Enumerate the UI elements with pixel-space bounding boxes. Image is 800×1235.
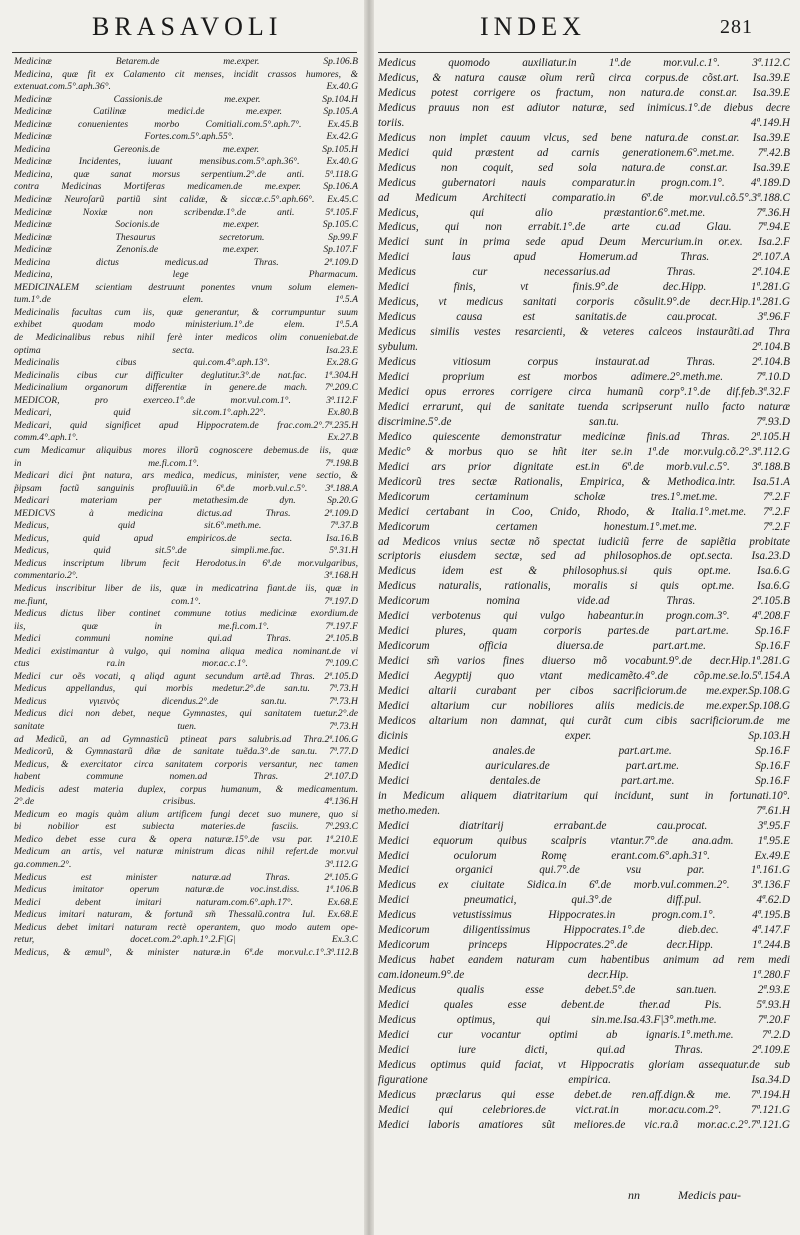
index-entry-line: Medici altarium cur nobiliores aliis medicis.de me.exper.Sp.108.G [378, 699, 790, 712]
index-entry-line: Medici sunt in prima sede apud Deum Mercurium.in or.ex. Isa.2.F [378, 236, 790, 249]
index-entry-line: Medici auriculares.de part.art.me. Sp.16.F [378, 759, 790, 772]
index-entry-line: bi nobilior est subiecta materies.de fasciis. 7ª.293.C [14, 821, 358, 833]
index-entry-line: Medicari, quid significet apud Hippocratem.de frac.com.2°.7ª.235.H [14, 419, 358, 431]
index-entry-line: cam.idoneum.9°.de decr.Hip. 1ª.280.F [378, 969, 790, 982]
index-entry-line: Medicinæ Socionis.de me.exper. Sp.105.C [14, 219, 358, 231]
index-entry-line: Medicus imitari naturam, & fortunã sm̃ Thessalũ.contra Iul. Ex.68.E [14, 909, 358, 921]
index-entry-line: Medicus, quid sit.6°.meth.me. 7ª.37.B [14, 520, 358, 532]
index-entry-line: Medici finis, vt finis.9°.de dec.Hipp. 1ª.281.G [378, 281, 790, 294]
index-entry-line: Medicus dici non debet, neque Gymnastes, qui sanitatem tuetur.2°.de [14, 708, 358, 720]
index-entry-line: Medici pneumatici, qui.3°.de diff.pul. 4ª.62.D [378, 894, 790, 907]
index-entry-line: Medicum an artis, vel naturæ ministrum dicas nihil refert.de mor.vul [14, 846, 358, 858]
index-entry-line: tum.1°.de elem. 1ª.5.A [14, 294, 358, 306]
index-entry-line: Medicus quomodo auxiliatur.in 1ª.de mor.vul.c.1°. 3ª.112.C [378, 57, 790, 69]
index-entry-line: exhibet quodam modo ministerium.1°.de elem. 1ª.5.A [14, 319, 358, 331]
index-entry-line: MEDICOR, pro exerceo.1°.de mor.vul.com.1°. 3ª.112.F [14, 394, 358, 406]
index-entry-line: Medicus, vt medicus sanitati corporis cõsulit.9°.de decr.Hip.1ª.281.G [378, 296, 790, 309]
index-entry-line: Medicos altarium non damnat, qui curãt cum cibis sacrificiorum.de me [378, 714, 790, 727]
index-entry-line: Medicinæ Cassionis.de me.exper. Sp.104.H [14, 93, 358, 105]
index-entry-line: Medicorum certamen honestum.1°.met.me. 7ª.2.F [378, 520, 790, 533]
index-entry-line: comm.4°.aph.1°. Ex.27.B [14, 432, 358, 444]
index-entry-line: Medici laus apud Homerum.ad Thras. 2ª.107.A [378, 251, 790, 264]
index-entry-line: Medicus, & exercitator circa sanitatem corporis versantur, nec tamen [14, 758, 358, 770]
index-entry-line: Medicus, & natura causæ oĩum rerũ circa corpus.de cõst.art. Isa.39.E [378, 71, 790, 84]
index-entry-line: Medicinæ Incidentes, iuuant mensibus.com.5°.aph.36°. Ex.40.G [14, 156, 358, 168]
index-entry-line: Medici oculorum Romę erant.com.6°.aph.31°. Ex.49.E [378, 849, 790, 862]
index-entry-line: Medicorum officia diuersa.de part.art.me. Sp.16.F [378, 640, 790, 653]
index-entry-line: Medicus similis vestes resarcienti, & veteres calceos instaurãti.ad Thra [378, 326, 790, 339]
index-entry-line: Medicus vγιεινὸς dicendus.2°.de san.tu. 7ª.73.H [14, 695, 358, 707]
index-entry-line: Medici quid præstent ad carnis generationem.6°.met.me. 7ª.42.B [378, 146, 790, 159]
index-entry-line: retur, docet.com.2°.aph.1°.2.F|G| Ex.3.C [14, 934, 358, 946]
index-entry-line: Medicinæ Noxiæ non scribendæ.1°.de anti. 5ª.105.F [14, 206, 358, 218]
index-entry-line: Medicus dictus liber continet commune totius medicinæ exordium.de [14, 608, 358, 620]
index-entry-line: ad Medicum Architecti comparatio.in 6ª.de mor.vul.cõ.5°.3ª.188.C [378, 191, 790, 204]
index-entry-line: Medici existimantur à vulgo, qui nomina aliqua medica nominant.de vi [14, 645, 358, 657]
index-entry-line: Medicus, quid apud empiricos.de secta. Isa.16.B [14, 532, 358, 544]
index-entry-line: Medicus cur necessarius.ad Thras. 2ª.104.E [378, 266, 790, 279]
index-entry-line: contra Medicinas Mortiferas medicamen.de me.exper. Sp.106.A [14, 181, 358, 193]
index-entry-line: Medicus præclarus qui esse debet.de ren.aff.dign.& me. 7ª.194.H [378, 1088, 790, 1101]
index-entry-line: figuratione empirica. Isa.34.D [378, 1073, 790, 1086]
index-entry-line: Medicus optimus quid faciat, vt Hippocratis gloriam assequatur.de sub [378, 1058, 790, 1071]
index-entry-line: Medicinæ Betarem.de me.exper. Sp.106.B [14, 56, 358, 67]
index-entry-line: commentario.2°. 3ª.168.H [14, 570, 358, 582]
index-entry-line: Medici qui celebriores.de vict.rat.in mor.acu.com.2°. 7ª.121.G [378, 1103, 790, 1116]
index-entry-line: Medicari dici p̃nt natura, ars medica, medicus, minister, vene sectio, & [14, 470, 358, 482]
index-entry-line: 2°.de crisibus. 4ª.136.H [14, 796, 358, 808]
index-entry-line: Medici cur oẽs vocati, q aliqd agunt secundum artẽ.ad Thras. 2ª.105.D [14, 670, 358, 682]
index-entry-line: Medici quales esse debent.de ther.ad Pis. 5ª.93.H [378, 999, 790, 1012]
index-entry-line: de Medicinalibus rebus nihil ferè inter medicos olim conueniebat.de [14, 332, 358, 344]
index-entry-line: Medici iure dicti, qui.ad Thras. 2ª.109.E [378, 1043, 790, 1056]
index-entry-line: cum Medicamur aliquibus mores illorũ cognoscere debemus.de iis, quæ [14, 444, 358, 456]
index-entry-line: optima secta. Isa.23.E [14, 344, 358, 356]
index-entry-line: Medici altarii curabant per cibos sacrificiorum.de me.exper.Sp.108.G [378, 685, 790, 698]
index-entry-line: Medicus qualis esse debet.5°.de san.tuen. 2ª.93.E [378, 984, 790, 997]
catchword: Medicis pau- [678, 1188, 741, 1202]
index-entry-line: ad Medicos vnius sectæ nõ spectat iudiciũ ferre de sapiẽtia probitate [378, 535, 790, 548]
index-entry-line: Medici communi nomine qui.ad Thras. 2ª.105.B [14, 633, 358, 645]
index-entry-line: Medicus ex ciuitate Sidica.in 6ª.de morb.vul.commen.2°. 3ª.136.F [378, 879, 790, 892]
index-entry-line: Medici proprium est morbos adimere.2°.meth.me. 7ª.10.D [378, 371, 790, 384]
index-entry-line: Medicinæ Neuroſarũ partiũ sint calidæ, & siccæ.c.5°.aph.66°. Ex.45.C [14, 194, 358, 206]
index-entry-line: Medicus prauus non est adiutor naturæ, sed inimicus.1°.de diebus decre [378, 101, 790, 114]
index-entry-line: Medicus inscriptum librum fecit Herodotus.in 6ª.de mor.vulgaribus, [14, 557, 358, 569]
index-entry-line: Medicus inscribitur liber de iis, quæ in medicatrina fiant.de iis, quæ in [14, 582, 358, 594]
index-entry-line: Medicus est minister naturæ.ad Thras. 2ª.105.G [14, 871, 358, 883]
header-rule-right [378, 52, 790, 53]
index-entry-line: ad Medicũ, an ad Gymnasticũ ptineat pars salubris.ad Thra.2ª.106.G [14, 733, 358, 745]
index-entry-line: Medicorum certaminum scholæ tres.1°.met.me. 7ª.2.F [378, 490, 790, 503]
index-entry-line: Medico debet esse cura & opera naturæ.15°.de vsu par. 1ª.210.E [14, 833, 358, 845]
index-entry-line: Medici certabant in Coo, Cnido, Rhodo, & Italia.1°.met.me. 7ª.2.F [378, 505, 790, 518]
page-number: 281 [720, 16, 753, 38]
index-entry-line: MEDICVS à medicina dictus.ad Thras. 2ª.109.D [14, 507, 358, 519]
index-entry-line: Medicum eo magis quàm alium artificem fungi decet suo munere, quo si [14, 808, 358, 820]
index-entry-line: Medicorũ, & Gymnastarũ dñæ de sanitate tuẽda.3°.de san.tu. 7ª.77.D [14, 746, 358, 758]
running-head-index: INDEX [480, 12, 586, 41]
index-entry-line: Medicinalis cibus qui.com.4°.aph.13°. Ex.28.G [14, 357, 358, 369]
index-entry-line: metho.meden. 7ª.61.H [378, 804, 790, 817]
index-entry-line: p̃ipsam factũ sanguinis profluuiũ.in 6ª.de morb.vul.c.5°. 3ª.188.A [14, 482, 358, 494]
index-entry-line: Medici laboris amatiores sũt meliores.de vic.ra.ã mor.ac.c.2°.7ª.121.G [378, 1118, 790, 1131]
index-entry-line: Medicus debet imitari naturam rectè operantem, quo modo autem ope- [14, 921, 358, 933]
index-entry-line: Medici dentales.de part.art.me. Sp.16.F [378, 774, 790, 787]
index-entry-line: Medicus vetustissimus Hippocrates.in progn.com.1°. 4ª.195.B [378, 909, 790, 922]
index-entry-line: Medici debent imitari naturam.com.6°.aph.17°. Ex.68.E [14, 896, 358, 908]
index-entry-line: Medicorum princeps Hippocrates.2°.de decr.Hipp. 1ª.244.B [378, 939, 790, 952]
running-head-left: BRASAVOLI [92, 12, 283, 41]
index-entry-line: dicinis exper. Sp.103.H [378, 729, 790, 742]
signature-mark: nn [628, 1188, 640, 1202]
left-column [14, 56, 358, 959]
index-entry-line: Medicus causa est sanitatis.de cau.procat. 3ª.96.F [378, 311, 790, 324]
index-entry-line: Medici Aegyptij quo vtant medicamẽto.4°.de cõp.me.se.lo.5ª.154.A [378, 670, 790, 683]
index-entry-line: Medicari, quid sit.com.1°.aph.22°. Ex.80.B [14, 407, 358, 419]
index-entry-line: Medicus potest corrigere os fractum, non natura.de const.ar. Isa.39.E [378, 86, 790, 99]
index-entry-line: Medicus appellandus, qui morbis medetur.2°.de san.tu. 7ª.73.H [14, 683, 358, 695]
index-entry-line: Medicinæ conuenientes morbo Comitiali.com.5°.aph.7°. Ex.45.B [14, 118, 358, 130]
index-entry-line: Medici errarunt, qui de sanitate tuenda scripserunt nullo facto naturæ [378, 400, 790, 413]
index-entry-line: Medicorum nomina vide.ad Thras. 2ª.105.B [378, 595, 790, 608]
index-entry-line: Medicina dictus medicus.ad Thras. 2ª.109.D [14, 256, 358, 268]
index-entry-line: sybulum. 2ª.104.B [378, 341, 790, 354]
index-entry-line: habent commune nomen.ad Thras. 2ª.107.D [14, 771, 358, 783]
index-entry-line: Medici cur vocantur optimi ab ignaris.1°.meth.me. 7ª.2.D [378, 1028, 790, 1041]
index-entry-line: in Medicum aliquem diatritarium qui incidunt, sunt in fortunati.10°. [378, 789, 790, 802]
index-entry-line: Medicina, quæ sanat morsus serpentium.2°.de anti. 5ª.118.G [14, 168, 358, 180]
index-entry-line: Medicus imitator operum naturæ.de voc.inst.diss. 1ª.106.B [14, 884, 358, 896]
index-entry-line: Medicus vitiosum corpus instaurat.ad Thras. 2ª.104.B [378, 356, 790, 369]
index-entry-line: Medicus habet eandem naturam cum habentibus animum ad rem medi [378, 954, 790, 967]
index-entry-line: scriptoris eiusdem sectæ, sed ad philosophos.de opt.secta. Isa.23.D [378, 550, 790, 563]
index-entry-line: ctus ra.in mor.ac.c.1°. 7ª.109.C [14, 658, 358, 670]
header-rule-left [12, 52, 357, 53]
right-column [378, 56, 790, 1133]
index-entry-line: Medicinæ Zenonis.de me.exper. Sp.107.F [14, 244, 358, 256]
index-entry-line: discrimine.5°.de san.tu. 7ª.93.D [378, 415, 790, 428]
index-entry-line: iis, quæ in me.fi.com.1°. 7ª.197.F [14, 620, 358, 632]
index-entry-line: Medicorum diligentissimus Hippocrates.1°.de dieb.dec. 4ª.147.F [378, 924, 790, 937]
index-entry-line: Medici equorum quibus scalpris vtantur.7°.de ana.adm. 1ª.95.E [378, 834, 790, 847]
index-entry-line: extenuat.com.5°.aph.36°. Ex.40.G [14, 81, 358, 93]
index-entry-line: toriis. 4ª.149.H [378, 116, 790, 129]
index-entry-line: Medici diatritarij errabant.de cau.procat. 3ª.95.F [378, 819, 790, 832]
index-entry-line: ga.commen.2°. 3ª.112.G [14, 859, 358, 870]
index-entry-line: Medicus gubernatori nauis comparatur.in progn.com.1°. 4ª.189.D [378, 176, 790, 189]
index-entry-line: Medicus optimus, qui sin.me.Isa.43.F|3°.meth.me. 7ª.20.F [378, 1014, 790, 1026]
index-entry-line: Medicinæ Fortes.com.5°.aph.55°. Ex.42.G [14, 131, 358, 143]
index-entry-line: Medici ars prior dignitate est.in 6ª.de morb.vul.c.5°. 3ª.188.B [378, 460, 790, 473]
index-entry-line: Medicina Gereonis.de me.exper. Sp.105.H [14, 143, 358, 155]
index-entry-line: Medici organici qui.7°.de vsu par. 1ª.161.G [378, 864, 790, 877]
index-entry-line: Medicinalium organorum differentiæ in genere.de mach. 7ª.209.C [14, 382, 358, 394]
index-entry-line: in me.fi.com.1°. 7ª.198.B [14, 457, 358, 469]
index-entry-line: Medicinalis facultas cum iis, quæ generantur, & corrumpuntur suum [14, 306, 358, 318]
index-entry-line: sanitate tuen. 7ª.73.H [14, 720, 358, 732]
index-entry-line: Medici verbotenus qui vulgo habeantur.in progn.com.3°. 4ª.208.F [378, 610, 790, 623]
index-entry-line: Medicus, qui alio præstantior.6°.met.me. 7ª.36.H [378, 206, 790, 219]
index-entry-line: Medicus, & æmul°, & minister naturæ.in 6ª.de mor.vul.c.1°.3ª.112.B [14, 946, 358, 958]
index-entry-line: me.fiunt, com.1°. 7ª.197.D [14, 595, 358, 607]
index-entry-line: Medici opus errores corrigere circa humanũ corp°.1°.de dif.feb.3ª.32.F [378, 385, 790, 398]
index-entry-line: Medicus idem est & philosophus.si quis opt.me. Isa.6.G [378, 565, 790, 578]
index-entry-line: Medicina, lege Pharmacum. [14, 269, 358, 281]
index-entry-line: Medicus, qui non errabit.1°.de arte cu.ad Glau. 7ª.94.E [378, 221, 790, 234]
index-entry-line: Medicina, quæ fit ex Calamento cit menses, incidit crassos humores, & [14, 68, 358, 80]
index-entry-line: Medicorũ tres sectæ Rationalis, Empirica, & Methodica.intr. Isa.51.A [378, 475, 790, 488]
index-entry-line: Medicis adest materia duplex, corpus humanum, & medicamentum. [14, 783, 358, 795]
index-entry-line: Medicari materiam per metathesim.de dyn. Sp.20.G [14, 495, 358, 507]
index-entry-line: MEDICINALEM scientiam destruunt ponentes vnum solum elemen- [14, 281, 358, 293]
index-entry-line: Medicus non implet cauum vlcus, sed bene natura.de const.ar. Isa.39.E [378, 131, 790, 144]
index-entry-line: Medici sm̃ varios fines diuerso mõ vocabunt.9°.de decr.Hip.1ª.281.G [378, 655, 790, 668]
index-entry-line: Medicinæ Thesaurus secretorum. Sp.99.F [14, 231, 358, 243]
index-entry-line: Medico quiescente demonstratur medicinæ finis.ad Thras. 2ª.105.H [378, 430, 790, 443]
index-entry-line: Medici anales.de part.art.me. Sp.16.F [378, 744, 790, 757]
index-entry-line: Medici plures, quam corporis partes.de part.art.me. Sp.16.F [378, 625, 790, 638]
index-entry-line: Medicinalis cibus cur difficulter deglutitur.3°.de nat.fac. 1ª.304.H [14, 369, 358, 381]
index-entry-line: Medicinæ Catilinæ medici.de me.exper. Sp.105.A [14, 106, 358, 118]
index-entry-line: Medic° & morbus quo se hñt iter se.in 1ª.de mor.vulg.cõ.2°.3ª.112.G [378, 445, 790, 458]
page-gutter [364, 0, 374, 1235]
index-entry-line: Medicus, quid sit.5°.de simpli.me.fac. 5ª.31.H [14, 545, 358, 557]
index-entry-line: Medicus non coquit, sed sola natura.de const.ar. Isa.39.E [378, 161, 790, 174]
index-entry-line: Medicus naturalis, rationalis, moralis si quis opt.me. Isa.6.G [378, 580, 790, 593]
